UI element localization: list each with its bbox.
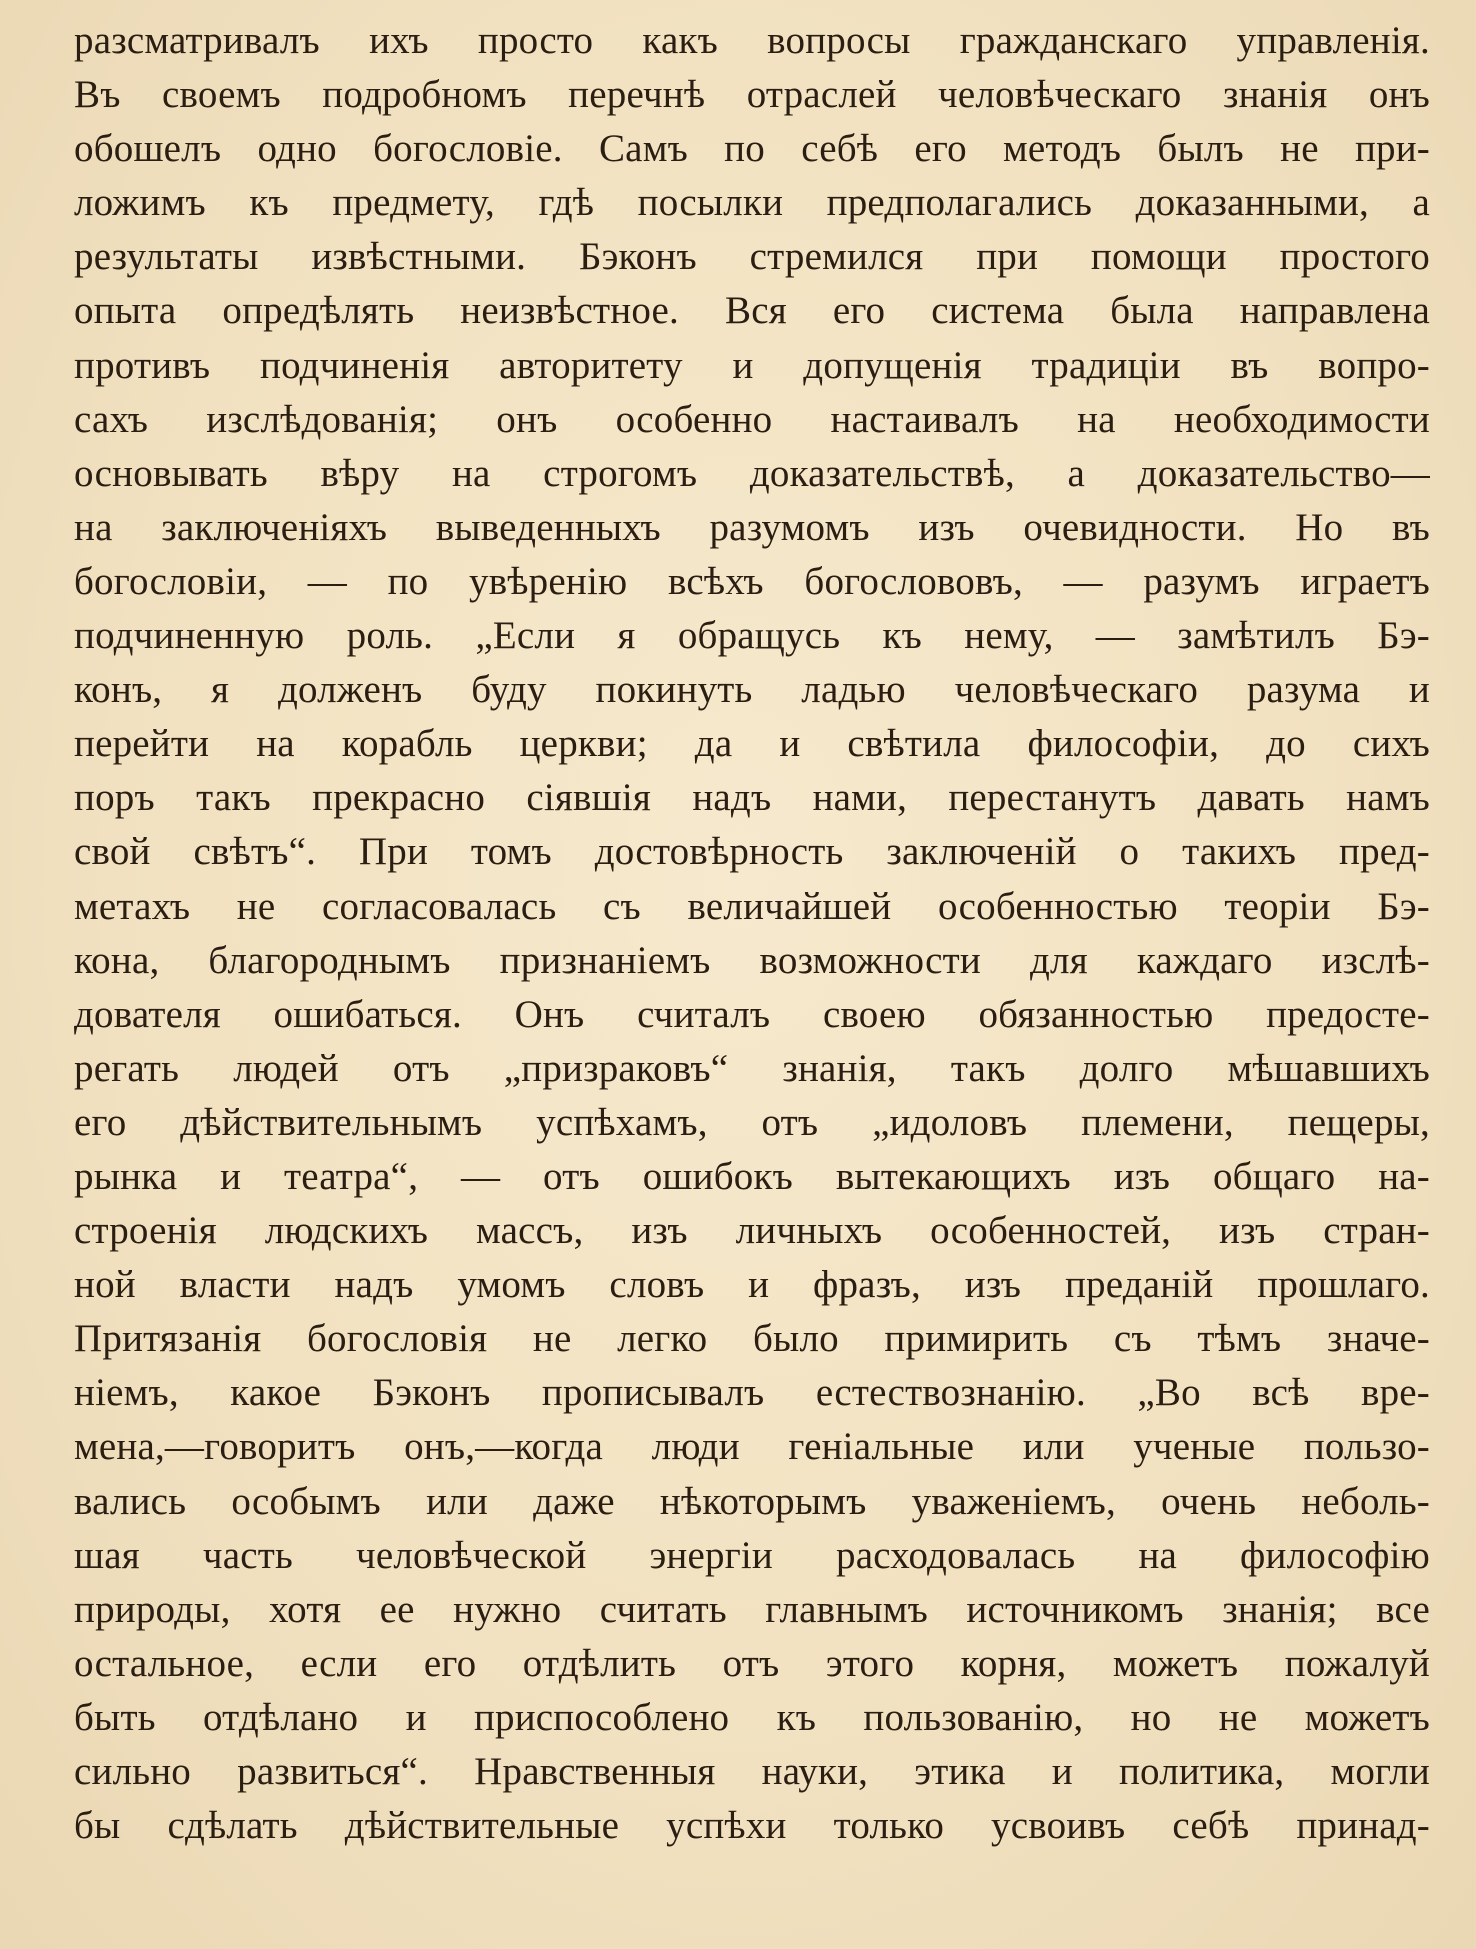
text-line: шая часть человѣческой энергіи расходовалась на философію — [74, 1533, 1430, 1577]
text-line: ніемъ, какое Бэконъ прописывалъ естествознанію. „Во всѣ вре- — [74, 1371, 1430, 1415]
text-line: мена,—говоритъ онъ,—когда люди геніальные или ученые пользо- — [74, 1425, 1430, 1469]
text-line: быть отдѣлано и приспособлено къ пользованію, но не можетъ — [74, 1695, 1430, 1739]
text-line: поръ такъ прекрасно сіявшія надъ нами, перестанутъ давать намъ — [74, 776, 1430, 820]
text-line: строенія людскихъ массъ, изъ личныхъ особенностей, изъ стран- — [74, 1209, 1430, 1253]
text-line: Въ своемъ подробномъ перечнѣ отраслей человѣческаго знанія онъ — [74, 73, 1430, 117]
text-line: остальное, если его отдѣлить отъ этого корня, можетъ пожалуй — [74, 1641, 1430, 1685]
text-line: конъ, я долженъ буду покинуть ладью человѣческаго разума и — [74, 668, 1430, 712]
text-line: противъ подчиненія авторитету и допущенія традиціи въ вопро- — [74, 343, 1430, 387]
text-line: на заключеніяхъ выведенныхъ разумомъ изъ очевидности. Но въ — [74, 505, 1430, 549]
text-line: опыта опредѣлять неизвѣстное. Вся его система была направлена — [74, 289, 1430, 333]
text-line: перейти на корабль церкви; да и свѣтила философіи, до сихъ — [74, 722, 1430, 766]
text-line: подчиненную роль. „Если я обращусь къ нему, — замѣтилъ Бэ- — [74, 614, 1430, 658]
text-line: разсматривалъ ихъ просто какъ вопросы гражданскаго управленія. — [74, 19, 1430, 62]
text-line: сахъ изслѣдованія; онъ особенно настаивалъ на необходимости — [74, 397, 1430, 441]
text-line: кона, благороднымъ признаніемъ возможности для каждаго изслѣ- — [74, 938, 1430, 982]
text-line: обошелъ одно богословіе. Самъ по себѣ его методъ былъ не при- — [74, 127, 1430, 171]
text-line: богословіи, — по увѣренію всѣхъ богослововъ, — разумъ играетъ — [74, 559, 1430, 603]
text-line: бы сдѣлать дѣйствительные успѣхи только усвоивъ себѣ принад- — [74, 1804, 1430, 1848]
text-line: результаты извѣстными. Бэконъ стремился при помощи простого — [74, 235, 1430, 279]
text-line: основывать вѣру на строгомъ доказательствѣ, а доказательство— — [74, 451, 1430, 495]
text-line: ной власти надъ умомъ словъ и фразъ, изъ преданій прошлаго. — [74, 1263, 1430, 1307]
text-line: природы, хотя ее нужно считать главнымъ источникомъ знанія; все — [74, 1587, 1430, 1631]
text-line: метахъ не согласовалась съ величайшей особенностью теоріи Бэ- — [74, 884, 1430, 928]
text-line: дователя ошибаться. Онъ считалъ своею обязанностью предосте- — [74, 992, 1430, 1036]
text-line: ложимъ къ предмету, гдѣ посылки предполагались доказанными, а — [74, 181, 1430, 225]
text-line: вались особымъ или даже нѣкоторымъ уваженіемъ, очень неболь- — [74, 1479, 1430, 1523]
text-line: его дѣйствительнымъ успѣхамъ, отъ „идоловъ племени, пещеры, — [74, 1100, 1430, 1144]
text-line: Притязанія богословія не легко было примирить съ тѣмъ значе- — [74, 1317, 1430, 1361]
text-line: регать людей отъ „призраковъ“ знанія, такъ долго мѣшавшихъ — [74, 1046, 1430, 1090]
text-line: рынка и театра“, — отъ ошибокъ вытекающихъ изъ общаго на- — [74, 1154, 1430, 1198]
text-line: сильно развиться“. Нравственныя науки, этика и политика, могли — [74, 1750, 1430, 1793]
body-text — [74, 14, 1430, 1853]
text-line: свой свѣтъ“. При томъ достовѣрность заключеній о такихъ пред- — [74, 830, 1430, 874]
